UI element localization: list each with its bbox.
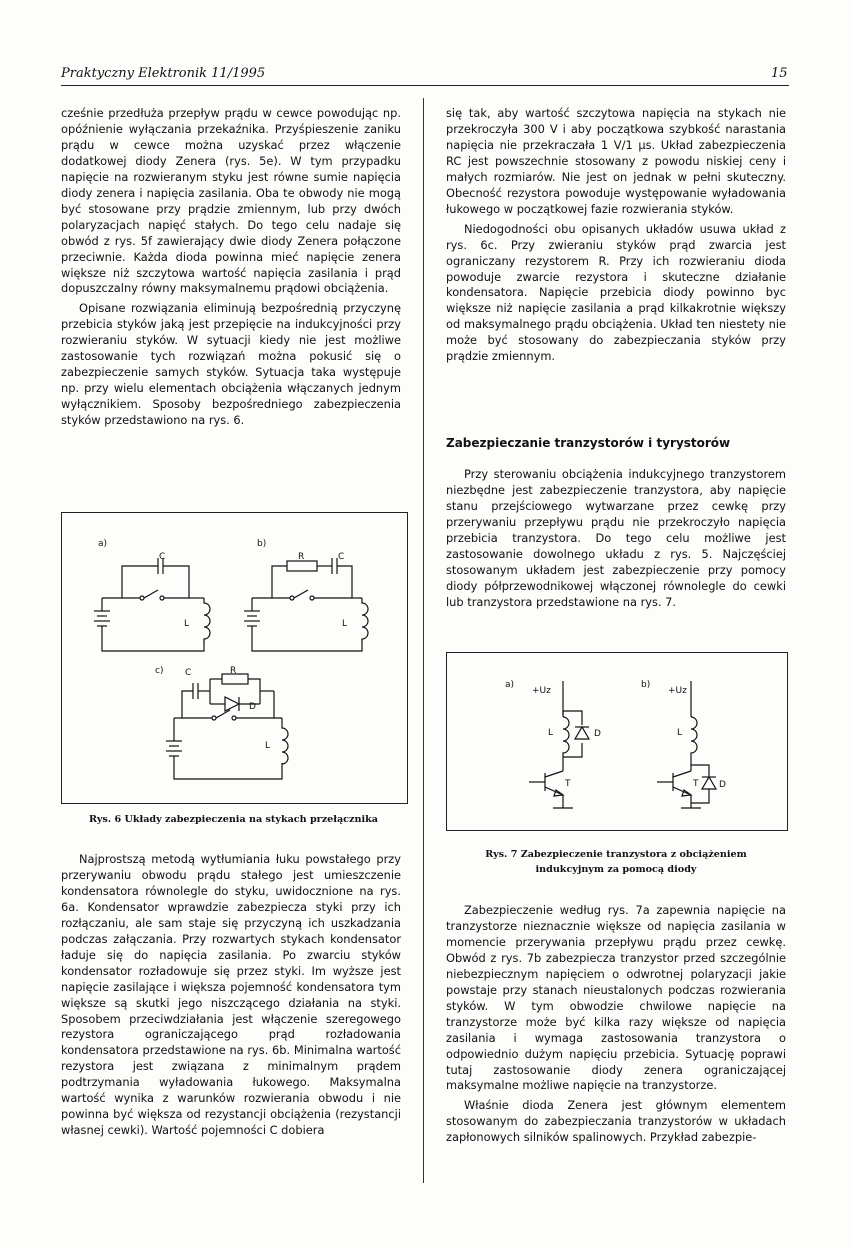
label-T: T — [565, 779, 571, 789]
column-divider — [423, 98, 424, 1183]
paragraph: Najprostszą metodą wytłumiania łuku powstałego przy przerywaniu obwodu prądu stałego jest umieszczenie kondensatora równolegle do styku, uwidocznione na rys. 6a. Kondensator wprawdzie zabezpiecza styki przy ich rozłączaniu, ale sam staje się przyczyną ich uszkadzania podczas załączania. Przy rozwartych stykach kondensator ładuje się do napięcia zasilania. Po zwarciu styków kondensator rozładowuje się przez styki. Im wyższe jest napięcie zasilające i większa pojemność kondensatora tym większe są skutki jego niszczącego działania na styki. Sposobem przeciwdziałania jest włączenie szeregowego rezystora ograniczającego prąd rozładowania kondensatora przedstawione na rys. 6b. Minimalna wartość rezystora jest związana z minimalnym prądem podtrzymania wyładowania łukowego. Maksymalna wartość wynika z warunków rozwierania obwodu i nie powinna być większa od rezystancji obciążenia (rezystancji własnej cewki). Wartość pojemności C dobiera — [61, 852, 401, 1138]
label-C: C — [185, 668, 192, 678]
figure-6-schematic — [62, 513, 407, 803]
label-L: L — [342, 619, 348, 629]
label-c: c) — [155, 666, 164, 676]
circuit-6a — [94, 539, 210, 651]
label-a: a) — [98, 539, 108, 549]
label-D: D — [249, 702, 256, 712]
header-rule — [61, 85, 789, 86]
label-L: L — [677, 728, 683, 738]
left-column-lower — [61, 852, 401, 1139]
label-C: C — [338, 552, 345, 562]
figure-6-caption: Rys. 6 Układy zabezpieczenia na stykach przełącznika — [89, 814, 378, 825]
paragraph: Zabezpieczenie według rys. 7a zapewnia napięcie na tranzystorze nieznacznie większe od napięcia zasilania w momencie przerywania przepływu prądu przez cewkę. Obwód z rys. 7b zabezpiecza tranzystor przed szczególnie niebezpiecznym napięciem o odwrotnej polaryzacji jakie powstaje przy stanach nieustalonych podczas rozwierania styków. W tym obwodzie chwilowe napięcie na tranzystorze może być kilka razy większe od napięcia zasilania i wymaga zastosowania tranzystora o odpowiednio dużym napięciu przebicia. Sytuację poprawi tutaj zastosowanie diody zenera ograniczającej maksymalne możliwe napięcie na tranzystorze. — [446, 903, 786, 1093]
figure-7 — [446, 652, 788, 831]
label-b: b) — [641, 680, 651, 690]
label-D: D — [594, 729, 601, 739]
paragraph: się tak, aby wartość szczytowa napięcia na stykach nie przekroczyła 300 V i aby początkowa szybkość narastania napięcia nie przekraczała 1 V/1 µs. Układ zabezpieczenia RC jest powszechnie stosowany z powodu niskiej ceny i małych rozmiarów. Nie jest on jednak w pełni skuteczny. Obecność rezystora powoduje występowanie wyładowania łukowego w początkowej fazie rozwierania styków. — [446, 106, 786, 216]
right-column-mid — [446, 467, 786, 611]
paragraph: Właśnie dioda Zenera jest głównym elementem stosowanym do zabezpieczania tranzystorów w układach zapłonowych silników spalinowych. Przykład zabezpie- — [446, 1098, 786, 1145]
paragraph: cześnie przedłuża przepływ prądu w cewce powodując np. opóźnienie wyłączania przekaźnika. Przyśpieszenie zaniku prądu w cewce można uzyskać przez włączenie dodatkowej diody Zenera (rys. 5e). W tym przypadku napięcie na rozwieranym styku jest równe sumie napięcia diody zenera i napięcia zasilania. Oba te obwody nie mogą być stosowane przy prądzie zmiennym, lub przy dwóch polaryzacjach napięć stałych. Do tego celu nadaje się obwód z rys. 5f zawierający dwie diody Zenera połączone przeciwnie. Każda dioda powinna mieć napięcie zenera większe niż szczytowa wartość napięcia zasilania i prąd dopuszczalny równy maksymalnemu prądowi obciążenia. — [61, 106, 401, 296]
circuit-7b — [641, 680, 726, 808]
left-column-top — [61, 106, 401, 429]
page-number: 15 — [771, 66, 788, 81]
label-uz: +Uz — [668, 686, 687, 696]
label-L: L — [184, 619, 190, 629]
paragraph: Przy sterowaniu obciążenia indukcyjnego tranzystorem niezbędne jest zabezpieczenie tranzystora, aby napięcie stanu przejściowego wytwarzane przez cewkę przy przerywaniu przepływu prądu nie przekroczyło napięcia przebicia tranzystora. Do tego celu możliwe jest zastosowanie dowolnego układu z rys. 5. Najczęściej stosowanym układem jest zabezpieczenie przy pomocy diody półprzewodnikowej włączonej równolegle do cewki lub tranzystora przedstawione na rys. 7. — [446, 467, 786, 609]
circuit-7a — [505, 680, 601, 808]
label-b: b) — [257, 539, 267, 549]
paragraph: Niedogodności obu opisanych układów usuwa układ z rys. 6c. Przy zwieraniu styków prąd zwarcia jest ograniczany rezystorem R. Przy ich rozwieraniu dioda powoduje zwarcie rezystora i skuteczne działanie kondensatora. Napięcie przebicia diody powinno byc większe niż napięcie zasilania a prąd kilkakrotnie większy od maksymalnego prądu obciążenia. Układ ten niestety nie może być stosowany do zabezpieczania styków przy prądzie zmiennym. — [446, 221, 786, 364]
label-C: C — [159, 552, 166, 562]
circuit-6c — [155, 666, 288, 779]
figure-7-caption-line1: Rys. 7 Zabezpieczenie tranzystora z obciążeniem — [485, 849, 747, 860]
figure-7-caption — [446, 847, 786, 877]
label-uz: +Uz — [532, 686, 551, 696]
label-a: a) — [505, 680, 515, 690]
label-L: L — [265, 741, 271, 751]
section-heading: Zabezpieczanie tranzystorów i tyrystorów — [446, 436, 731, 450]
label-D: D — [719, 780, 726, 790]
running-header-title: Praktyczny Elektronik 11/1995 — [61, 66, 266, 81]
label-R: R — [230, 666, 237, 676]
figure-7-caption-line2: indukcyjnym za pomocą diody — [535, 864, 697, 875]
right-column-lower — [446, 903, 786, 1146]
label-R: R — [298, 552, 305, 562]
circuit-6b — [244, 539, 368, 651]
figure-6 — [61, 512, 408, 804]
paragraph: Opisane rozwiązania eliminują bezpośrednią przyczynę przebicia styków jaką jest przepięcie na indukcyjności przy rozwieraniu styków. W sytuacji kiedy nie jest możliwe zastosowanie tych rozwiązań można pokusić się o zabezpieczenie samych styków. Sytuacja taka występuje np. przy wielu elementach obciążenia włączanych jednym wyłącznikiem. Sposoby bezpośredniego zabezpieczenia styków przedstawiono na rys. 6. — [61, 301, 401, 428]
figure-7-schematic — [447, 653, 787, 830]
right-column-top — [446, 106, 786, 365]
label-T: T — [693, 779, 699, 789]
label-L: L — [548, 728, 554, 738]
